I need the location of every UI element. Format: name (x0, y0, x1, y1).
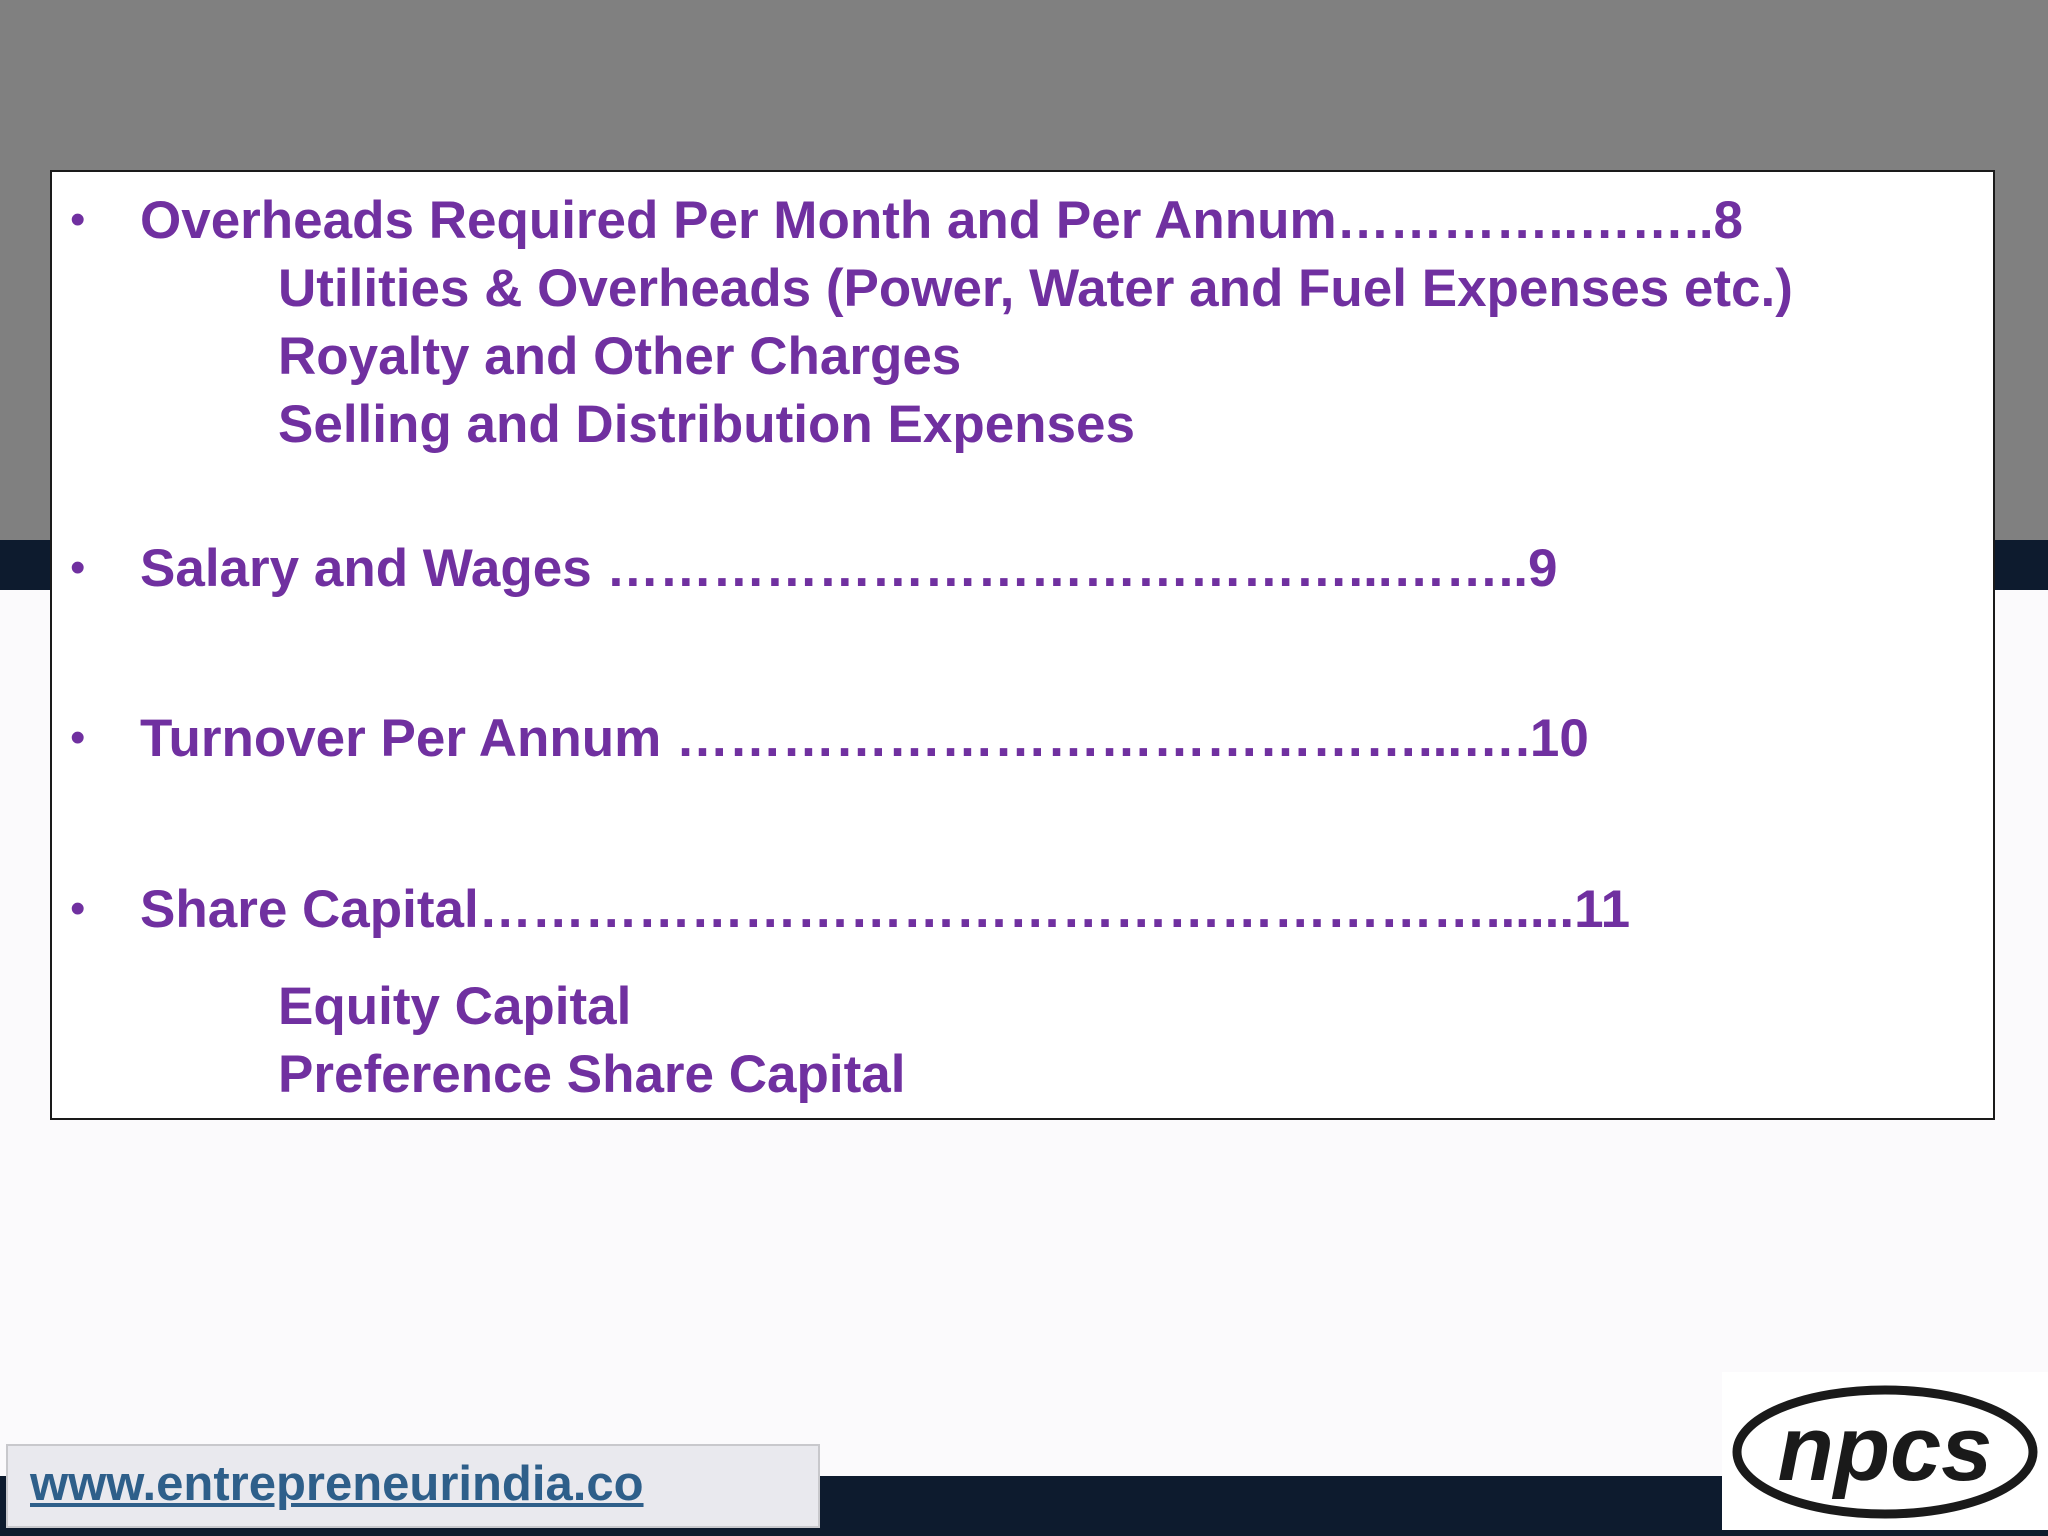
npcs-logo (1722, 1372, 2048, 1530)
website-link[interactable]: www.entrepreneurindia.co (30, 1457, 644, 1511)
toc-item-share-capital: Share Capital…………………………………………………......11 (140, 880, 1631, 939)
npcs-logo-icon (1722, 1372, 2048, 1530)
website-link-box (6, 1444, 820, 1528)
bullet-icon: • (70, 543, 86, 592)
toc-item-overheads: Overheads Required Per Month and Per Annum…………..……..8 (140, 191, 1744, 250)
toc-subitem-preference: Preference Share Capital (278, 1045, 906, 1104)
toc-subitem-selling: Selling and Distribution Expenses (278, 395, 1135, 454)
toc-item-turnover: Turnover Per Annum ……………………………………...….10 (140, 709, 1589, 768)
toc-box (50, 170, 1995, 1120)
toc-subitem-royalty: Royalty and Other Charges (278, 327, 962, 386)
toc-item-salary: Salary and Wages ……………………………………...……..9 (140, 539, 1558, 598)
toc-subitem-utilities: Utilities & Overheads (Power, Water and Fuel Expenses etc.) (278, 259, 1793, 318)
bullet-icon: • (70, 713, 86, 762)
logo-text: npcs (1777, 1398, 1993, 1500)
bullet-icon: • (70, 195, 86, 244)
toc-subitem-equity: Equity Capital (278, 977, 632, 1036)
bullet-icon: • (70, 884, 86, 933)
